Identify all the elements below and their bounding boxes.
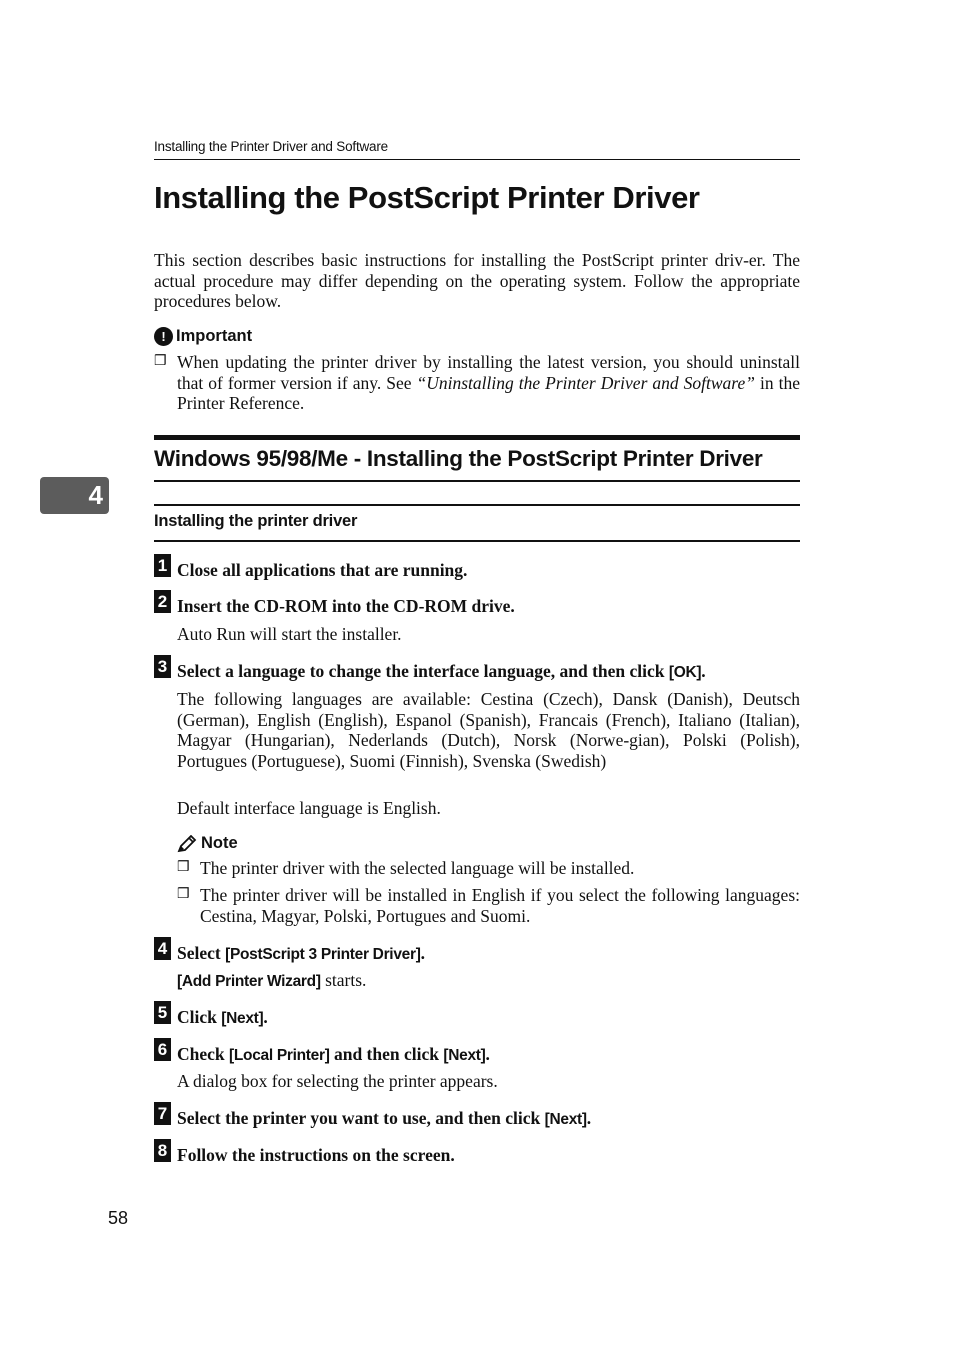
intro-paragraph: This section describes basic instructions for installing the PostScript printer driv-er. The actual procedure may differ depending on the operating system. Follow the appropriate procedures below. [154, 250, 800, 311]
subsection-bottom-rule [154, 540, 800, 542]
step-number-5: 5 [154, 1001, 171, 1024]
note-heading [177, 834, 238, 853]
postscript-driver-ref: [PostScript 3 Printer Driver] [225, 946, 421, 963]
next-button-ref: [Next] [443, 1047, 486, 1064]
step-number-3: 3 [154, 655, 171, 678]
section-bottom-rule [154, 480, 800, 482]
reference-link: “Uninstalling the Printer Driver and Software” [416, 372, 755, 393]
step-5-text: Click [Next]. [177, 1007, 268, 1027]
note-label: Note [201, 834, 238, 852]
step-number-8: 8 [154, 1139, 171, 1162]
step-number-2: 2 [154, 590, 171, 613]
step-3-text: Select a language to change the interface language, and then click [OK]. [177, 661, 706, 681]
pencil-icon [177, 835, 197, 853]
subsection-title: Installing the printer driver [154, 512, 358, 530]
note-item-2: ❒ The printer driver will be installed in English if you select the following languages: Cestina, Magyar, Polski, Portugues and Suomi. [177, 885, 800, 926]
step-3-default-language: Default interface language is English. [177, 798, 441, 818]
next-button-ref: [Next] [221, 1010, 264, 1027]
section-title: Windows 95/98/Me - Installing the PostScript Printer Driver [154, 446, 763, 471]
step-number-1: 1 [154, 554, 171, 577]
section-top-rule [154, 435, 800, 440]
important-item: ❒ When updating the printer driver by installing the latest version, you should uninstall that of former version if any. See “Uninstalling the Printer Driver and Software” in the Printer Reference. [154, 352, 800, 413]
important-heading [154, 327, 252, 346]
step-number-7: 7 [154, 1102, 171, 1125]
checkbox-icon: ❒ [177, 860, 190, 875]
step-1-text: Close all applications that are running. [177, 560, 468, 580]
subsection-top-rule [154, 504, 800, 506]
page-title: Installing the PostScript Printer Driver [154, 180, 700, 215]
step-4-body: [Add Printer Wizard] starts. [177, 970, 367, 990]
checkbox-icon: ❒ [154, 354, 167, 369]
local-printer-ref: [Local Printer] [229, 1047, 330, 1064]
next-button-ref: [Next] [544, 1111, 587, 1128]
add-printer-wizard-ref: [Add Printer Wizard] [177, 973, 321, 990]
step-6-text: Check [Local Printer] and then click [Next]. [177, 1044, 490, 1064]
note-item-1: ❒ The printer driver with the selected language will be installed. [177, 858, 635, 878]
important-icon: ! [154, 327, 173, 346]
step-2-body: Auto Run will start the installer. [177, 624, 402, 644]
running-header: Installing the Printer Driver and Software [154, 139, 388, 154]
header-rule [154, 159, 800, 160]
step-8-text: Follow the instructions on the screen. [177, 1145, 455, 1165]
step-number-6: 6 [154, 1038, 171, 1061]
important-label: Important [176, 327, 253, 345]
chapter-tab: 4 [40, 477, 109, 514]
step-number-4: 4 [154, 937, 171, 960]
step-7-text: Select the printer you want to use, and then click [Next]. [177, 1108, 592, 1128]
step-3-body: The following languages are available: Cestina (Czech), Dansk (Danish), Deutsch (German), English (English), Espanol (Spanish), Francais (French), Italiano (Italian), Magyar (Hungarian), Nederlands (Dutch), Norsk (Norwe-gian), Polski (Polish), Portugues (Portuguese), Suomi (Finnish), Svenska (Swedish) [177, 689, 800, 771]
ok-button-ref: [OK] [668, 664, 702, 681]
step-4-text: Select [PostScript 3 Printer Driver]. [177, 943, 425, 963]
checkbox-icon: ❒ [177, 887, 190, 902]
page-number: 58 [108, 1208, 129, 1228]
step-6-body: A dialog box for selecting the printer appears. [177, 1071, 498, 1091]
step-2-text: Insert the CD-ROM into the CD-ROM drive. [177, 596, 515, 616]
